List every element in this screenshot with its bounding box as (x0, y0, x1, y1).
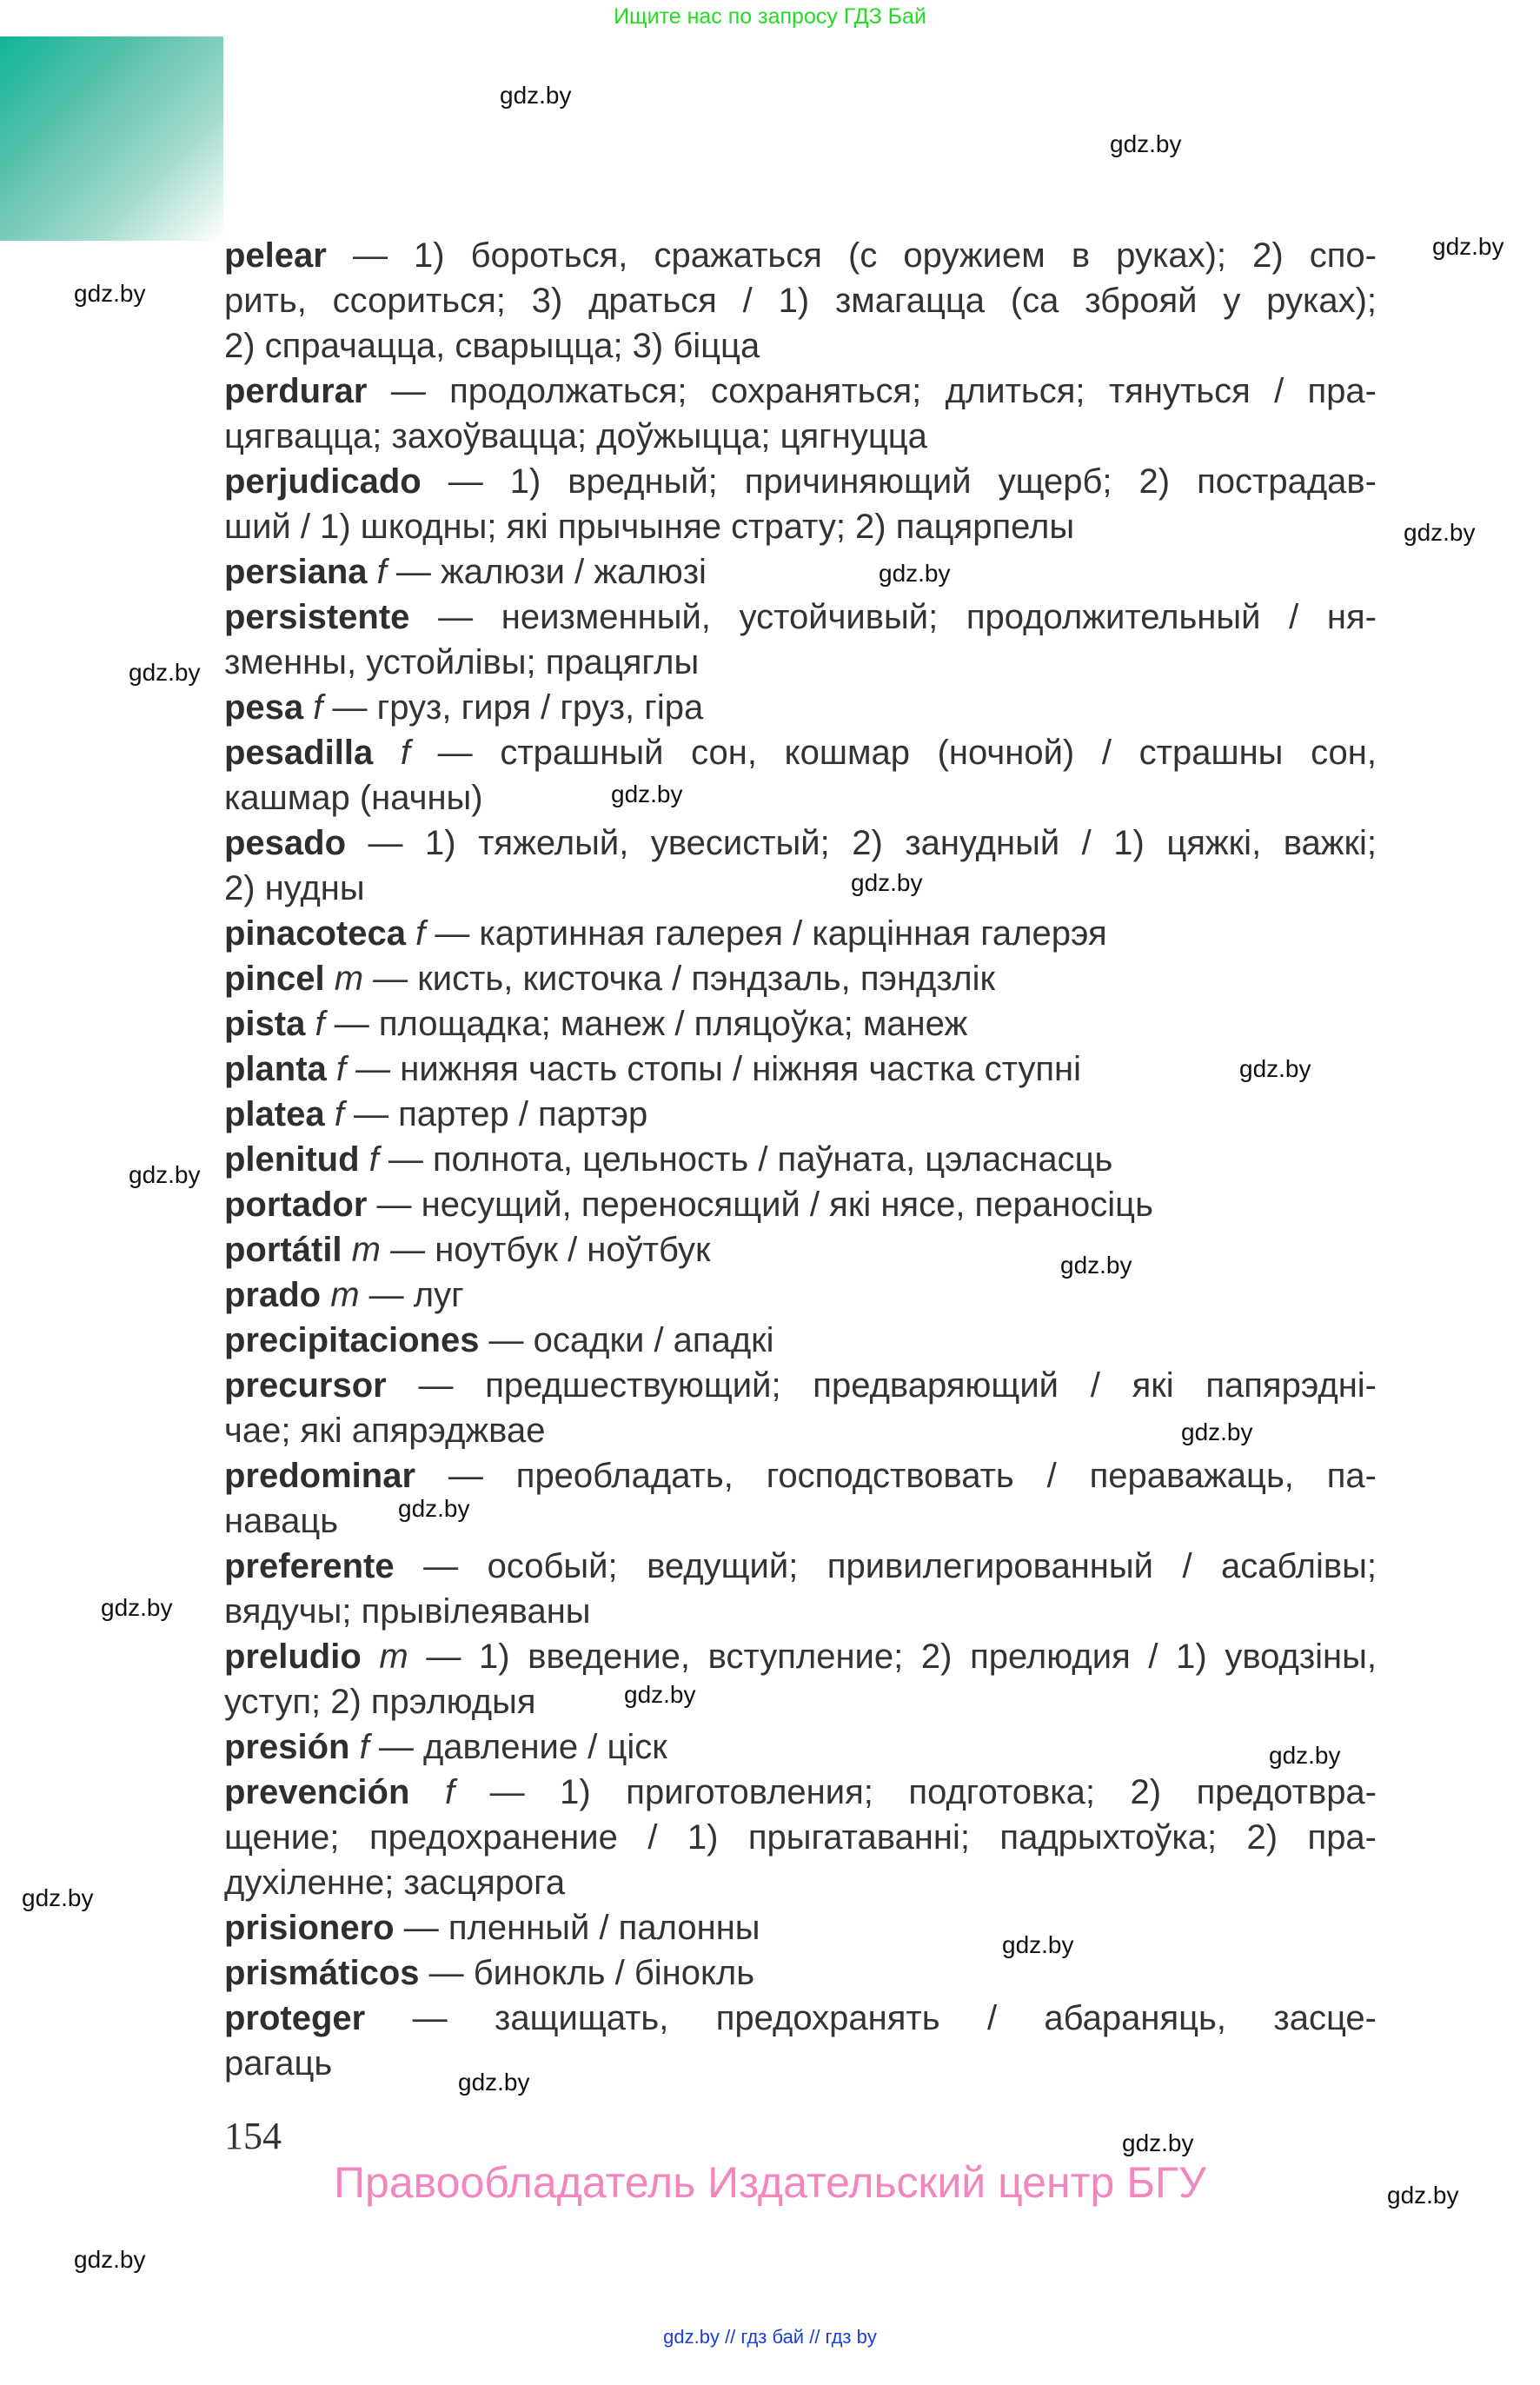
headword: precursor (224, 1366, 387, 1405)
dictionary-entry (224, 459, 1377, 504)
dictionary-entry (224, 1001, 1377, 1046)
translation-text: — предшествующий; предваряющий / які папярэдні- (386, 1366, 1377, 1405)
dictionary-entry (224, 369, 1377, 414)
translation-text: — защищать, предохранять / абараняць, засце- (365, 1999, 1377, 2037)
translation-text: — особый; ведущий; привилегированный / асаблівы; (394, 1547, 1377, 1585)
dictionary-entry (224, 730, 1377, 775)
headword: prisionero (224, 1909, 395, 1947)
dictionary-entry-continuation (224, 775, 1377, 820)
gender-marker: f (409, 1773, 455, 1811)
translation-text: рагаць (224, 2044, 333, 2083)
watermark: gdz.by (129, 659, 201, 686)
dictionary-entry (224, 1046, 1377, 1092)
translation-text: рить, ссориться; 3) драться / 1) змагацца (са зброяй у руках); (224, 282, 1377, 320)
translation-text: — картинная галерея / карцінная галерэя (425, 914, 1107, 953)
translation-text: наваць (224, 1502, 339, 1540)
translation-text: — нижняя часть стопы / ніжняя частка ступні (346, 1050, 1082, 1088)
gender-marker: f (405, 914, 426, 953)
dictionary-entry-continuation (224, 2041, 1377, 2086)
dictionary-entry (224, 1227, 1377, 1272)
translation-text: ший / 1) шкодны; які прычыняе страту; 2) пацярпелы (224, 508, 1075, 546)
watermark: gdz.by (1002, 1931, 1074, 1958)
gender-marker: f (367, 553, 387, 591)
dictionary-entry (224, 1137, 1377, 1182)
headword: presión (224, 1728, 350, 1766)
headword: pesado (224, 824, 347, 862)
dictionary-entry-continuation (224, 278, 1377, 323)
headword: prado (224, 1276, 322, 1314)
headword: pista (224, 1005, 306, 1043)
translation-text: — партер / партэр (343, 1095, 648, 1133)
headword: pesa (224, 688, 304, 727)
copyright-notice: Правообладатель Издательский центр БГУ (334, 2158, 1206, 2207)
dictionary-entry (224, 1770, 1377, 1815)
watermark: gdz.by (129, 1161, 201, 1188)
translation-text: щение; предохранение / 1) прыгатаванні; падрыхтоўка; 2) пра- (224, 1818, 1377, 1857)
watermark: gdz.by (1239, 1055, 1311, 1082)
translation-text: чае; які апярэджвае (224, 1412, 546, 1450)
translation-text: — кисть, кисточка / пэндзаль, пэндзлік (363, 960, 995, 998)
gender-marker: f (373, 734, 410, 772)
translation-text: — жалюзи / жалюзі (386, 553, 707, 591)
dictionary-entry-continuation (224, 1589, 1377, 1634)
dictionary-entry-continuation (224, 1498, 1377, 1544)
gender-marker: m (321, 1276, 360, 1314)
translation-text: кашмар (начны) (224, 779, 483, 817)
headword: pinacoteca (224, 914, 406, 953)
translation-text: — продолжаться; сохраняться; длиться; тянуться / пра- (367, 372, 1377, 410)
watermark: gdz.by (500, 82, 572, 109)
translation-text: — 1) введение, вступление; 2) прелюдия / 1) уводзіны, (408, 1638, 1377, 1676)
top-banner: Ищите нас по запросу ГДЗ Бай (614, 4, 926, 29)
watermark: gdz.by (1060, 1252, 1132, 1279)
translation-text: — 1) приготовления; подготовка; 2) предотвра- (455, 1773, 1377, 1811)
dictionary-entry (224, 685, 1377, 730)
watermark: gdz.by (1122, 2129, 1194, 2156)
translation-text: цягвацца; захоўвацца; доўжыцца; цягнуцца (224, 417, 927, 455)
translation-text: — площадка; манеж / пляцоўка; манеж (324, 1005, 968, 1043)
dictionary-entry-continuation (224, 414, 1377, 459)
translation-text: духіленне; засцярога (224, 1863, 566, 1902)
translation-text: — 1) бороться, сражаться (с оружием в руках); 2) спо- (326, 236, 1377, 275)
gender-marker: f (303, 688, 323, 727)
headword: portátil (224, 1231, 342, 1269)
watermark: gdz.by (1404, 519, 1476, 546)
dictionary-entry (224, 911, 1377, 956)
dictionary-entry-continuation (224, 1815, 1377, 1860)
watermark: gdz.by (398, 1495, 470, 1522)
translation-text: — преобладать, господствовать / пераважаць, па- (415, 1457, 1377, 1495)
dictionary-entry (224, 1363, 1377, 1408)
translation-text: уступ; 2) прэлюдыя (224, 1683, 536, 1721)
dictionary-entry (224, 1724, 1377, 1770)
headword: perjudicado (224, 462, 422, 501)
dictionary-entry (224, 1996, 1377, 2041)
headword: precipitaciones (224, 1321, 480, 1359)
translation-text: — 1) тяжелый, увесистый; 2) занудный / 1) цяжкі, важкі; (346, 824, 1377, 862)
dictionary-entry (224, 1272, 1377, 1318)
watermark: gdz.by (101, 1594, 173, 1621)
translation-text: 2) нудны (224, 869, 365, 907)
headword: plenitud (224, 1140, 360, 1179)
dictionary-entry-continuation (224, 323, 1377, 369)
dictionary-entry (224, 1182, 1377, 1227)
dictionary-entry (224, 820, 1377, 866)
translation-text: — 1) вредный; причиняющий ущерб; 2) пострадав- (421, 462, 1377, 501)
headword: preferente (224, 1547, 395, 1585)
watermark: gdz.by (22, 1884, 94, 1911)
dictionary-entry-continuation (224, 504, 1377, 549)
gender-marker: f (324, 1095, 344, 1133)
translation-text: 2) спрачацца, сварыцца; 3) біцца (224, 327, 760, 365)
translation-text: — луг (359, 1276, 464, 1314)
decorative-teal-block (0, 37, 223, 241)
translation-text: — полнота, цельность / паўната, цэласнасць (378, 1140, 1113, 1179)
headword: pincel (224, 960, 325, 998)
translation-text: зменны, устойлівы; працяглы (224, 643, 700, 681)
headword: platea (224, 1095, 325, 1133)
watermark: gdz.by (879, 560, 951, 587)
headword: prevención (224, 1773, 410, 1811)
headword: preludio (224, 1638, 362, 1676)
headword: proteger (224, 1999, 366, 2037)
dictionary-entry (224, 233, 1377, 278)
translation-text: — неизменный, устойчивый; продолжительный / ня- (409, 598, 1377, 636)
headword: pesadilla (224, 734, 374, 772)
headword: perdurar (224, 372, 368, 410)
page-number: 154 (224, 2115, 282, 2157)
translation-text: — груз, гиря / груз, гіра (322, 688, 704, 727)
watermark: gdz.by (1387, 2182, 1459, 2209)
dictionary-entry-continuation (224, 1860, 1377, 1905)
headword: persiana (224, 553, 368, 591)
translation-text: — бинокль / бінокль (419, 1954, 755, 1992)
dictionary-entry (224, 1318, 1377, 1363)
watermark: gdz.by (74, 280, 146, 307)
watermark: gdz.by (1269, 1742, 1341, 1769)
gender-marker: f (359, 1140, 379, 1179)
dictionary-entry (224, 1092, 1377, 1137)
watermark: gdz.by (624, 1681, 696, 1708)
translation-text: — страшный сон, кошмар (ночной) / страшны сон, (410, 734, 1377, 772)
dictionary-entry (224, 1950, 1377, 1996)
dictionary-entry-continuation (224, 866, 1377, 911)
translation-text: — пленный / палонны (394, 1909, 760, 1947)
gender-marker: f (326, 1050, 347, 1088)
headword: planta (224, 1050, 327, 1088)
dictionary-entry (224, 1634, 1377, 1679)
watermark: gdz.by (1110, 130, 1182, 157)
dictionary-entry (224, 549, 1377, 595)
dictionary-entry (224, 1544, 1377, 1589)
translation-text: — ноутбук / ноўтбук (380, 1231, 711, 1269)
watermark: gdz.by (1181, 1418, 1253, 1445)
headword: predominar (224, 1457, 416, 1495)
translation-text: — давление / ціск (368, 1728, 667, 1766)
headword: persistente (224, 598, 410, 636)
watermark: gdz.by (611, 781, 683, 807)
dictionary-entry (224, 595, 1377, 640)
headword: pelear (224, 236, 327, 275)
gender-marker: m (342, 1231, 381, 1269)
gender-marker: m (361, 1638, 408, 1676)
gender-marker: m (324, 960, 364, 998)
watermark: gdz.by (74, 2246, 146, 2273)
dictionary-entry (224, 1453, 1377, 1498)
gender-marker: f (349, 1728, 369, 1766)
watermark: gdz.by (851, 869, 923, 896)
headword: portador (224, 1186, 368, 1224)
watermark: gdz.by (458, 2069, 530, 2096)
dictionary-entry-continuation (224, 640, 1377, 685)
watermark: gdz.by (1432, 233, 1504, 260)
dictionary-entry (224, 1905, 1377, 1950)
dictionary-entry-continuation (224, 1679, 1377, 1724)
translation-text: вядучы; прывілеяваны (224, 1592, 591, 1631)
translation-text: — несущий, переносящий / які нясе, пераносіць (367, 1186, 1153, 1224)
translation-text: — осадки / ападкі (479, 1321, 774, 1359)
footer-links[interactable]: gdz.by // гдз бай // гдз by (663, 2326, 877, 2348)
headword: prismáticos (224, 1954, 420, 1992)
gender-marker: f (305, 1005, 325, 1043)
dictionary-entry (224, 956, 1377, 1001)
